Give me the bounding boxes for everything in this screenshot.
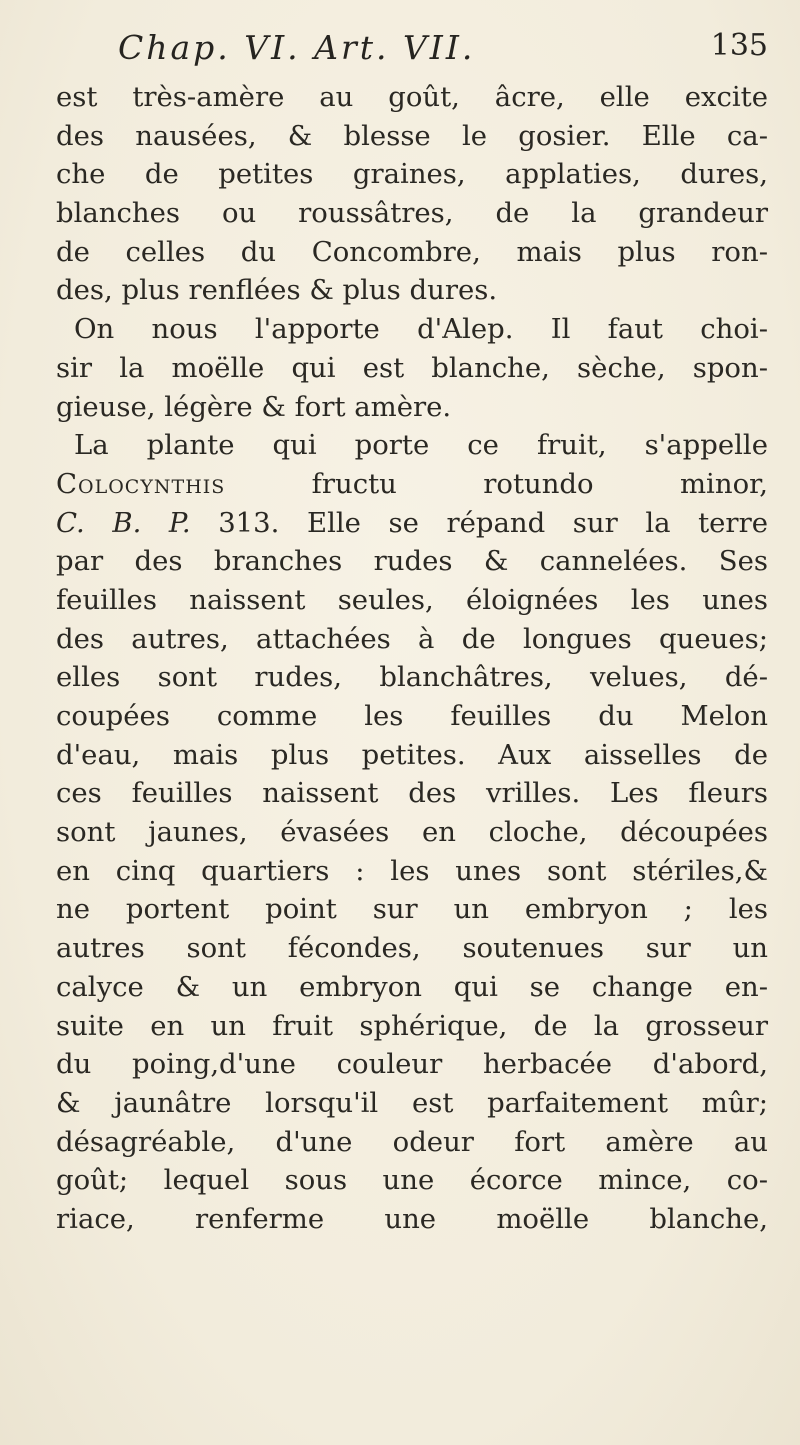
text-line: ne portent point sur un embryon ; les [56, 893, 768, 926]
plant-name-rest: fructu rotundo minor, [311, 467, 768, 500]
page-number: 135 [710, 28, 768, 63]
text-line-colocynthis [56, 465, 768, 504]
text-line: des autres, attachées à de longues queues; [56, 622, 768, 655]
text-line: blanches ou roussâtres, de la grandeur [56, 197, 768, 230]
running-header [118, 28, 768, 78]
citation-ref: C. B. P. [56, 506, 191, 539]
body-text [56, 78, 768, 1239]
text-line: goût; lequel sous une écorce mince, co- [56, 1164, 768, 1197]
text-line: de celles du Concombre, mais plus ron- [56, 235, 768, 268]
text-line: suite en un fruit sphérique, de la grosseur [56, 1009, 768, 1042]
text-line: en cinq quartiers : les unes sont stériles,& [56, 854, 768, 887]
text-line: coupées comme les feuilles du Melon [56, 700, 768, 732]
plant-name: Colocynthis [56, 467, 226, 500]
text-line: gieuse, légère & fort amère. [56, 390, 452, 423]
text-line: La plante qui porte ce fruit, s'appelle [74, 429, 768, 462]
text-line-citation [56, 504, 768, 543]
text-line: sir la moëlle qui est blanche, sèche, spon- [56, 351, 768, 384]
text-line: sont jaunes, évasées en cloche, découpées [56, 816, 768, 849]
text-line: est très-amère au goût, âcre, elle excite [56, 81, 768, 113]
citation-rest: 313. Elle se répand sur la terre [218, 506, 768, 539]
text-line: par des branches rudes & cannelées. Ses [56, 545, 768, 578]
text-line: d'eau, mais plus petites. Aux aisselles de [56, 738, 768, 771]
text-line: désagréable, d'une odeur fort amère au [56, 1125, 768, 1158]
text-line: che de petites graines, applaties, dures, [56, 158, 768, 191]
text-line: On nous l'apporte d'Alep. Il faut choi- [74, 313, 768, 346]
text-line: calyce & un embryon qui se change en- [56, 970, 768, 1003]
text-line: du poing,d'une couleur herbacée d'abord, [56, 1048, 768, 1081]
running-title: Chap. VI. Art. VII. [118, 28, 476, 67]
text-line: & jaunâtre lorsqu'il est parfaitement mûr; [56, 1086, 768, 1119]
text-line: elles sont rudes, blanchâtres, velues, dé- [56, 661, 768, 694]
text-line: autres sont fécondes, soutenues sur un [56, 932, 768, 965]
text-line: des, plus renflées & plus dures. [56, 274, 498, 307]
text-line: feuilles naissent seules, éloignées les unes [56, 583, 768, 616]
text-line: riace, renferme une moëlle blanche, [56, 1202, 768, 1235]
text-line: des nausées, & blesse le gosier. Elle ca- [56, 119, 768, 152]
text-line: ces feuilles naissent des vrilles. Les fleurs [56, 777, 768, 810]
